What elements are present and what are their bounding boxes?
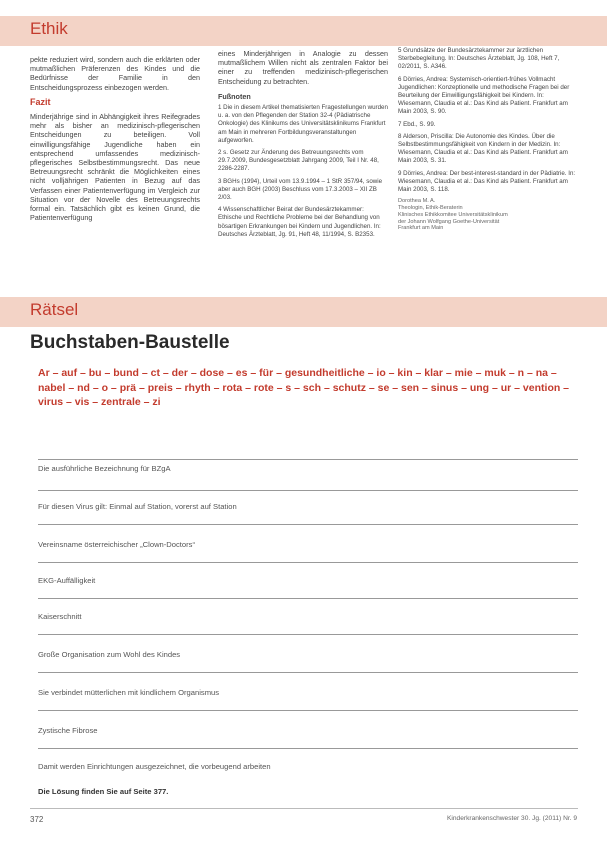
section-header-raetsel (0, 297, 607, 327)
footnote: 9 Dörries, Andrea: Der best-interest-standard in der Pädiatrie. In: Wiesemann, Claudia et al.: Das Kind als Patient. Frankfurt am Main 2003, S. 118. (398, 169, 576, 194)
col1-paragraph-1: pekte reduziert wird, sondern auch die erklärten oder mutmaßlichen Präferenzen des Kindes und die Bedürfnisse der Familie in den Entscheidungsprozess einbezogen werden. (30, 55, 200, 92)
section-header-ethik (0, 16, 607, 46)
footnote: 6 Dörries, Andrea: Systemisch-orientiert-frühes Vollmacht Jugendlichen: Konzeptionelle und methodische Fragen bei der Beurteilung der Einwilligungsfähigkeit bei Kindern. In: Wiesemann, Claudia et al.: Das Kind als Patient. Frankfurt am Main 2003, S. 90. (398, 75, 570, 116)
author-line: Klinisches Ethikkomitee Universitätsklinikum (398, 211, 508, 218)
footnote: 2 s. Gesetz zur Änderung des Betreuungsrechts vom 29.7.2009, Bundesgesetzblatt Jahrgang 2009, Teil I Nr. 48, 2286-2287. (218, 149, 379, 173)
footnote: 5 Grundsätze der Bundesärztekammer zur ärztlichen Sterbebegleitung. In: Deutsches Ärzteblatt, Jg. 108, Heft 7, 02/2011, S. A346. (398, 47, 560, 71)
puzzle-title: Buchstaben-Baustelle (30, 332, 230, 353)
footnote: 3 BGHs (1994), Urteil vom 13.9.1994 – 1 StR 357/94, sowie aber auch BGH (2003) Beschluss vom 17.3.2003 – XII ZB 2/03. (218, 177, 383, 202)
answer-line[interactable] (38, 634, 578, 635)
syllable-list: Ar – auf – bu – bund – ct – der – dose – es – für – gesundheitliche – io – kin – klar – mie – muk – n – na – nabel – nd – o – prä – preis – rhyth – rota – rote – s – sch – schutz – se – sen – sinus – ung – ur – vention – virus – vis – zentrale – zi (38, 367, 570, 408)
clue-label: Zystische Fibrose (38, 726, 98, 735)
clue-label: Große Organisation zum Wohl des Kindes (38, 650, 181, 659)
article-column-2 (218, 49, 388, 243)
author-info (398, 198, 576, 232)
clue-label: Sie verbindet mütterlichen mit kindlichem Organismus (38, 688, 220, 697)
footnotes-heading: Fußnoten (218, 91, 251, 101)
clue-label: Damit werden Einrichtungen ausgezeichnet, die vorbeugend arbeiten (38, 762, 271, 771)
clue-label: Kaiserschnitt (38, 612, 82, 621)
footer-divider (30, 808, 578, 809)
answer-line[interactable] (38, 490, 578, 491)
answer-line[interactable] (38, 562, 578, 563)
answer-line[interactable] (38, 748, 578, 749)
article-column-1 (30, 55, 200, 228)
article-column-3 (398, 47, 576, 232)
author-line: Frankfurt am Main (398, 225, 444, 232)
author-line: der Johann Wolfgang Goethe-Universität (398, 218, 500, 225)
footnote: 7 Ebd., S. 99. (398, 120, 436, 128)
clue-label: Vereinsname österreichischer „Clown-Doctors“ (38, 540, 195, 549)
footnote: 1 Die in diesem Artikel thematisierten Fragestellungen wurden u. a. von den Pflegenden der Station 32-4 (Pädiatrische Onkologie) des Klinikums des Universitätsklinikums Frankfurt am Main in mehreren Fortbildungsveranstaltungen aufgeworfen. (218, 104, 388, 144)
author-line: Dorothea M. A. (398, 198, 436, 205)
page-number: 372 (30, 815, 44, 824)
footnote: 8 Alderson, Priscilla: Die Autonomie des Kindes. Über die Selbstbestimmungsfähigkeit von Kindern in der Medizin. In: Wiesemann, Claudia et al.: Das Kind als Patient. Frankfurt am Main 2003, S. 31. (398, 132, 568, 165)
clue-label: Für diesen Virus gilt: Einmal auf Station, vorerst auf Station (38, 502, 237, 511)
journal-citation: Kinderkrankenschwester 30. Jg. (2011) Nr. 9 (447, 815, 577, 822)
solution-hint: Die Lösung finden Sie auf Seite 377. (38, 787, 169, 796)
answer-line[interactable] (38, 524, 578, 525)
subheading-fazit: Fazit (30, 96, 51, 107)
col1-paragraph-2: Minderjährige sind in Abhängigkeit ihres Reifegrades mehr als bisher an medizinisch-pflegerischen Entscheidungen zu beteiligen. Voll einwilligungsfähige Jugendliche haben ein entsprechend umfassendes medizinisch-pflegerisches Selbstbestimmungsrecht. Das neue Betreuungsrecht schränkt die Möglichkeiten eines nicht volljährigen Patienten in Bezug auf das Verfassen einer Patientenverfügung im Vergleich zur Situation vor der Novelle des Betreuungsrechts formal ein. Tatsächlich gibt es keinen Grund, die Patientenverfügung (30, 112, 200, 223)
section-title-ethik: Ethik (30, 19, 68, 38)
answer-line[interactable] (38, 710, 578, 711)
clue-label: Die ausführliche Bezeichnung für BZgA (38, 464, 171, 473)
answer-line[interactable] (38, 598, 578, 599)
answer-line[interactable] (38, 672, 578, 673)
col2-paragraph-1: eines Minderjährigen in Analogie zu dessen mutmaßlichem Willen nicht als zentralen Faktor bei einer zu treffenden medizinisch-pflegerischen Entscheidung zu betrachten. (218, 49, 388, 86)
answer-line[interactable] (38, 459, 578, 460)
clue-label: EKG-Auffälligkeit (38, 576, 96, 585)
author-line: Theologin, Ethik-Beraterin (398, 205, 463, 212)
section-title-raetsel: Rätsel (30, 300, 79, 319)
footnote: 4 Wissenschaftlicher Beirat der Bundesärztekammer: Ethische und Rechtliche Probleme bei der Behandlung von bösartigen Erkrankungen bei Kindern und Jugendlichen. In: Deutsches Ärzteblatt, Jg. 91, Heft 48, 11/1994, S. B2353. (218, 206, 381, 238)
